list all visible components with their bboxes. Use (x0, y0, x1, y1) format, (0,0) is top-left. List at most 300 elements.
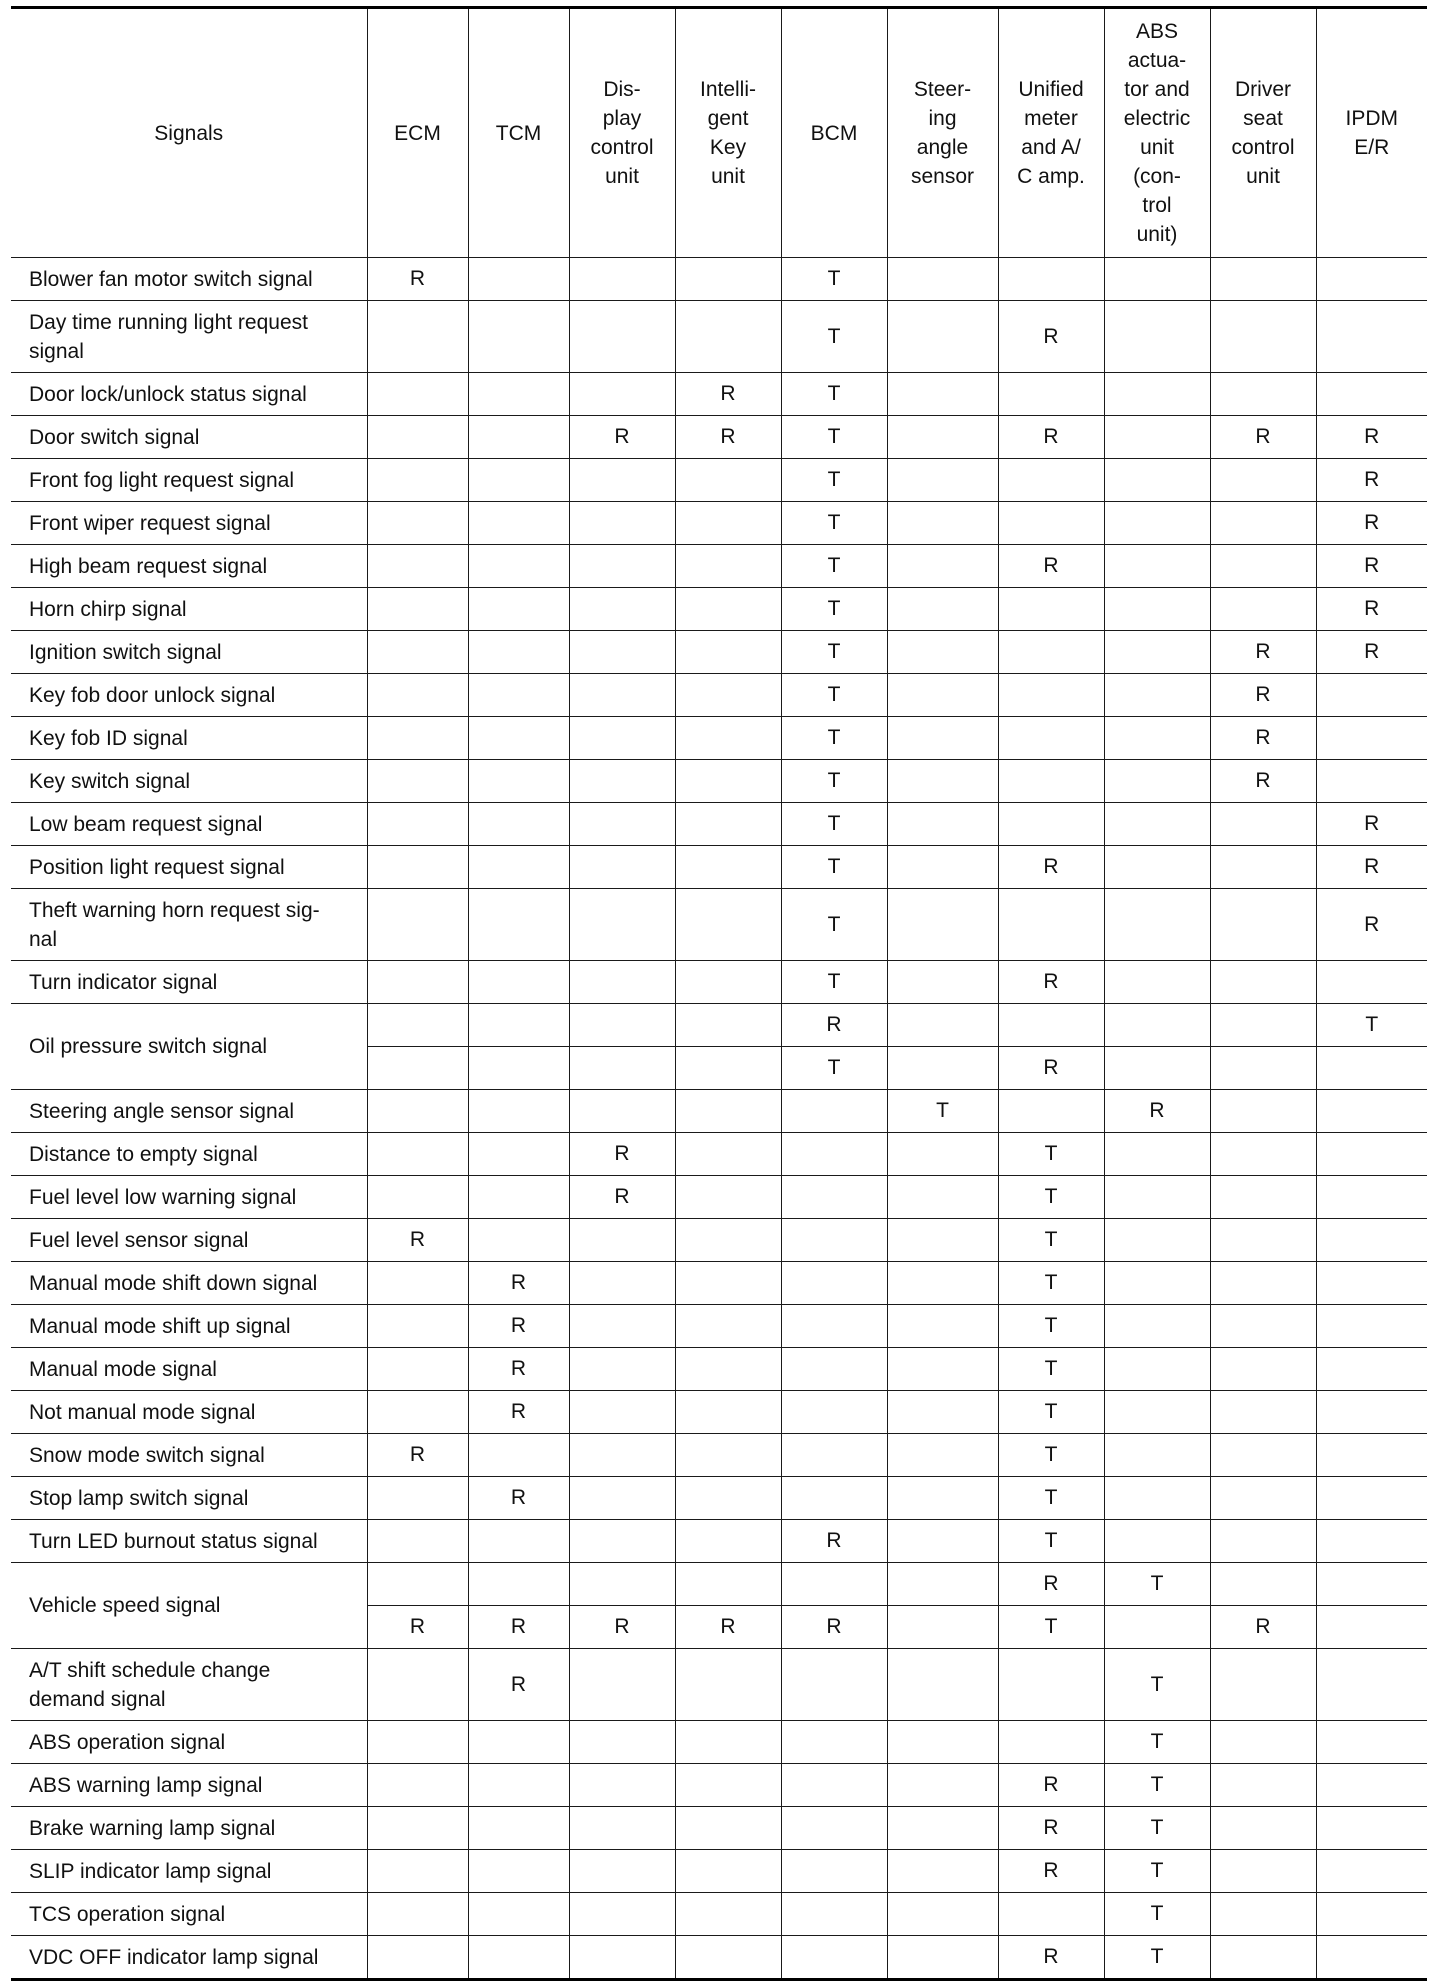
signal-value-cell (367, 459, 468, 502)
signal-value-cell: R (1316, 588, 1427, 631)
signal-value-cell (998, 373, 1104, 416)
signal-value-cell (1316, 1807, 1427, 1850)
signal-value-cell (1316, 1649, 1427, 1721)
header-row (11, 8, 1427, 258)
signal-value-cell (468, 961, 569, 1004)
signal-value-cell (1210, 961, 1316, 1004)
signal-value-cell (569, 301, 675, 373)
column-header (998, 8, 1104, 258)
signal-value-cell: R (468, 1348, 569, 1391)
table-row (11, 889, 1427, 961)
signal-value-cell (675, 1721, 781, 1764)
signal-name: Turn LED burnout status signal (29, 1529, 318, 1553)
signal-value-cell (468, 1004, 569, 1047)
signal-value-cell (998, 674, 1104, 717)
signal-value-cell (887, 846, 998, 889)
signal-name-cell (11, 1305, 367, 1348)
signal-value-cell (1210, 1090, 1316, 1133)
signal-value-cell (781, 1477, 887, 1520)
table-row (11, 846, 1427, 889)
signal-name-cell (11, 760, 367, 803)
signal-value-cell: R (1316, 545, 1427, 588)
signal-value-cell (367, 1563, 468, 1606)
signal-value-cell (675, 1764, 781, 1807)
signal-value-cell (675, 459, 781, 502)
signal-value-cell: R (998, 1764, 1104, 1807)
table-row (11, 459, 1427, 502)
signal-name-cell (11, 1176, 367, 1219)
column-header-label: Dis- play control unit (590, 78, 654, 188)
signal-value-cell (887, 588, 998, 631)
signal-value-cell (1316, 258, 1427, 301)
signal-name-cell (11, 258, 367, 301)
signal-value-cell (1104, 1520, 1210, 1563)
signal-name-cell (11, 1133, 367, 1176)
signal-value-cell: T (1104, 1893, 1210, 1936)
signal-value-cell (887, 1262, 998, 1305)
signal-name: Brake warning lamp signal (29, 1816, 276, 1840)
signal-value-cell (569, 1936, 675, 1980)
signal-value-cell: R (1210, 717, 1316, 760)
signal-value-cell (367, 1004, 468, 1047)
signal-value-cell (675, 1219, 781, 1262)
signal-name: Oil pressure switch signal (29, 1035, 268, 1058)
signal-value-cell (887, 961, 998, 1004)
signal-name-cell (11, 1563, 367, 1649)
signal-value-cell (569, 1563, 675, 1606)
signal-value-cell (569, 1434, 675, 1477)
signal-value-cell (468, 717, 569, 760)
signal-value-cell: R (1210, 631, 1316, 674)
signal-value-cell (367, 1090, 468, 1133)
table-body (11, 258, 1427, 1980)
signal-value-cell (468, 1090, 569, 1133)
table-row (11, 1936, 1427, 1980)
signal-value-cell (1316, 1477, 1427, 1520)
signal-value-cell (781, 1850, 887, 1893)
signal-value-cell (569, 1649, 675, 1721)
signal-name-cell (11, 674, 367, 717)
signal-value-cell (675, 889, 781, 961)
signal-value-cell: R (367, 1434, 468, 1477)
signal-value-cell (1210, 301, 1316, 373)
column-header (781, 8, 887, 258)
signal-value-cell (468, 1563, 569, 1606)
signal-value-cell: R (468, 1477, 569, 1520)
signal-value-cell (998, 588, 1104, 631)
signal-name: Day time running light request signal (29, 310, 308, 363)
signal-value-cell (998, 1004, 1104, 1047)
signal-value-cell (675, 1305, 781, 1348)
signal-name-cell (11, 1850, 367, 1893)
signal-value-cell (1316, 1133, 1427, 1176)
signal-value-cell (1210, 459, 1316, 502)
signal-value-cell: T (781, 258, 887, 301)
signal-name-cell (11, 1520, 367, 1563)
column-header (468, 8, 569, 258)
signal-name-cell (11, 1893, 367, 1936)
signal-value-cell (1210, 1477, 1316, 1520)
signal-name: Front wiper request signal (29, 511, 271, 535)
signal-value-cell (887, 760, 998, 803)
signal-value-cell (1104, 1004, 1210, 1047)
table-row (11, 1563, 1427, 1606)
signal-value-cell (1210, 373, 1316, 416)
signal-value-cell (468, 1893, 569, 1936)
signal-value-cell (569, 588, 675, 631)
signal-value-cell (1316, 760, 1427, 803)
signal-value-cell: T (998, 1219, 1104, 1262)
signal-value-cell (468, 1520, 569, 1563)
signal-value-cell (1104, 961, 1210, 1004)
signal-value-cell (1316, 1219, 1427, 1262)
signal-name: Theft warning horn request sig- nal (29, 898, 320, 951)
signal-value-cell (781, 1649, 887, 1721)
signal-value-cell (468, 1850, 569, 1893)
signal-value-cell (367, 1047, 468, 1090)
column-header-label: ECM (394, 121, 441, 145)
signal-value-cell: R (1316, 846, 1427, 889)
signal-value-cell (1104, 545, 1210, 588)
signal-name: Manual mode shift down signal (29, 1271, 318, 1295)
table-row (11, 373, 1427, 416)
signal-value-cell (781, 1434, 887, 1477)
signal-value-cell (468, 803, 569, 846)
signal-value-cell (1316, 717, 1427, 760)
signal-value-cell: T (998, 1606, 1104, 1649)
signal-value-cell (1316, 1563, 1427, 1606)
signal-value-cell (1210, 258, 1316, 301)
signal-value-cell (1316, 1893, 1427, 1936)
signal-value-cell (367, 1133, 468, 1176)
signal-value-cell: T (998, 1520, 1104, 1563)
column-header-label: TCM (495, 121, 542, 145)
signal-value-cell (1316, 1936, 1427, 1980)
table-row (11, 1305, 1427, 1348)
signal-value-cell (569, 373, 675, 416)
signal-value-cell (887, 803, 998, 846)
signal-name-cell (11, 961, 367, 1004)
signal-value-cell: T (781, 846, 887, 889)
signal-value-cell: T (1104, 1807, 1210, 1850)
signal-name-cell (11, 717, 367, 760)
signal-value-cell (1104, 459, 1210, 502)
signal-value-cell: R (569, 1606, 675, 1649)
signal-value-cell (887, 1434, 998, 1477)
signal-value-cell (998, 631, 1104, 674)
signal-value-cell (569, 846, 675, 889)
signal-value-cell (1210, 1004, 1316, 1047)
signal-value-cell (781, 1764, 887, 1807)
signal-value-cell (367, 416, 468, 459)
signal-value-cell (675, 588, 781, 631)
table-row (11, 1176, 1427, 1219)
table-row (11, 1649, 1427, 1721)
signal-value-cell (367, 373, 468, 416)
signal-name: Ignition switch signal (29, 640, 222, 664)
signal-value-cell (781, 1305, 887, 1348)
signal-value-cell (1210, 1133, 1316, 1176)
signal-value-cell: T (781, 674, 887, 717)
signal-value-cell (675, 674, 781, 717)
signal-value-cell (1104, 1348, 1210, 1391)
signal-value-cell (1104, 1262, 1210, 1305)
signal-value-cell (569, 717, 675, 760)
signal-value-cell (569, 258, 675, 301)
signal-value-cell (569, 1305, 675, 1348)
signal-value-cell (569, 631, 675, 674)
signal-value-cell (675, 1520, 781, 1563)
signal-value-cell (675, 1348, 781, 1391)
signal-value-cell (887, 631, 998, 674)
signal-value-cell (468, 760, 569, 803)
signal-value-cell (887, 1219, 998, 1262)
signal-value-cell (781, 1348, 887, 1391)
signal-value-cell (675, 545, 781, 588)
signal-value-cell (569, 889, 675, 961)
column-header (569, 8, 675, 258)
signal-value-cell: T (1104, 1850, 1210, 1893)
signal-name: Steering angle sensor signal (29, 1099, 295, 1123)
signal-value-cell (1210, 1850, 1316, 1893)
signal-value-cell (887, 459, 998, 502)
table-row (11, 1090, 1427, 1133)
signal-value-cell (675, 1807, 781, 1850)
signal-value-cell: T (781, 889, 887, 961)
signal-value-cell: T (781, 760, 887, 803)
signal-value-cell: R (1316, 889, 1427, 961)
signal-value-cell (569, 1893, 675, 1936)
signal-value-cell (1316, 961, 1427, 1004)
signal-value-cell (468, 1176, 569, 1219)
signal-value-cell (1104, 717, 1210, 760)
signal-value-cell (887, 1850, 998, 1893)
signal-value-cell: R (998, 846, 1104, 889)
signal-value-cell (998, 1090, 1104, 1133)
column-header (675, 8, 781, 258)
signal-value-cell: R (781, 1520, 887, 1563)
signal-value-cell (781, 1391, 887, 1434)
signal-value-cell (1316, 1262, 1427, 1305)
signal-value-cell (781, 1219, 887, 1262)
signal-value-cell (367, 1477, 468, 1520)
signal-name-cell (11, 459, 367, 502)
signal-name: TCS operation signal (29, 1902, 226, 1926)
signal-value-cell (887, 1133, 998, 1176)
signal-value-cell (887, 1348, 998, 1391)
signal-value-cell (1210, 1563, 1316, 1606)
signal-value-cell (781, 1176, 887, 1219)
signal-value-cell (1104, 1047, 1210, 1090)
signal-value-cell (1316, 674, 1427, 717)
table-row (11, 803, 1427, 846)
signal-value-cell: T (887, 1090, 998, 1133)
signal-value-cell (675, 760, 781, 803)
signal-value-cell (675, 1477, 781, 1520)
signal-value-cell (367, 674, 468, 717)
signal-value-cell: R (675, 1606, 781, 1649)
signal-value-cell: T (998, 1348, 1104, 1391)
signal-value-cell (1104, 416, 1210, 459)
signal-value-cell (887, 1520, 998, 1563)
signal-value-cell (1210, 1047, 1316, 1090)
column-header (11, 8, 367, 258)
signal-value-cell: R (367, 1219, 468, 1262)
signal-value-cell (1210, 1176, 1316, 1219)
signal-value-cell (569, 1850, 675, 1893)
signal-name: A/T shift schedule change demand signal (29, 1658, 271, 1711)
signal-name-cell (11, 846, 367, 889)
signal-value-cell (1104, 588, 1210, 631)
signal-name-cell (11, 502, 367, 545)
signal-value-cell (468, 1807, 569, 1850)
signal-value-cell (887, 1305, 998, 1348)
signal-name-cell (11, 1348, 367, 1391)
signal-value-cell (1316, 1606, 1427, 1649)
table-row (11, 1850, 1427, 1893)
signal-value-cell (887, 258, 998, 301)
signal-name: Blower fan motor switch signal (29, 267, 313, 291)
table-row (11, 1348, 1427, 1391)
signal-value-cell (998, 1721, 1104, 1764)
signal-name-cell (11, 1004, 367, 1090)
signal-name-cell (11, 588, 367, 631)
signal-value-cell (468, 1936, 569, 1980)
signal-value-cell (569, 1477, 675, 1520)
signal-value-cell (367, 1850, 468, 1893)
signal-value-cell: R (468, 1391, 569, 1434)
signal-value-cell (367, 889, 468, 961)
signal-value-cell: T (781, 1047, 887, 1090)
table-row (11, 1477, 1427, 1520)
column-header-label: ABS actua- tor and electric unit (con- trol unit) (1123, 20, 1191, 246)
column-header (887, 8, 998, 258)
signal-value-cell: T (1104, 1764, 1210, 1807)
signal-value-cell (887, 1893, 998, 1936)
column-header (1210, 8, 1316, 258)
table-row (11, 545, 1427, 588)
signal-value-cell: R (998, 1850, 1104, 1893)
signal-value-cell (1316, 1391, 1427, 1434)
signal-value-cell (367, 1262, 468, 1305)
signal-value-cell (887, 1649, 998, 1721)
signal-value-cell (468, 1434, 569, 1477)
signal-value-cell: T (998, 1133, 1104, 1176)
signal-value-cell (1210, 803, 1316, 846)
signal-value-cell (675, 1563, 781, 1606)
signal-value-cell (367, 961, 468, 1004)
signal-value-cell (367, 631, 468, 674)
signal-value-cell (1210, 1305, 1316, 1348)
signal-value-cell (675, 1004, 781, 1047)
signal-value-cell (367, 803, 468, 846)
signal-value-cell (468, 889, 569, 961)
signal-value-cell (1104, 1477, 1210, 1520)
column-header-label: Intelli- gent Key unit (699, 78, 757, 188)
signal-name-cell (11, 1764, 367, 1807)
signal-name-cell (11, 1219, 367, 1262)
signal-value-cell (367, 760, 468, 803)
signal-value-cell (1316, 1090, 1427, 1133)
signal-value-cell (675, 1649, 781, 1721)
signal-value-cell (887, 1477, 998, 1520)
signal-value-cell (1210, 1649, 1316, 1721)
signal-value-cell (1316, 1434, 1427, 1477)
signal-value-cell (887, 545, 998, 588)
signal-name: Fuel level low warning signal (29, 1185, 297, 1209)
signal-name: Door switch signal (29, 425, 200, 449)
signal-value-cell (1210, 1434, 1316, 1477)
signal-value-cell (1104, 502, 1210, 545)
signal-value-cell: T (781, 416, 887, 459)
signal-value-cell (675, 1090, 781, 1133)
table-row (11, 1133, 1427, 1176)
column-header-label: IPDM E/R (1345, 107, 1398, 159)
signal-value-cell (998, 760, 1104, 803)
signal-value-cell: T (1316, 1004, 1427, 1047)
signal-value-cell (367, 1649, 468, 1721)
signal-name-cell (11, 1262, 367, 1305)
table-row (11, 1391, 1427, 1434)
signal-value-cell (367, 1176, 468, 1219)
signal-value-cell (468, 301, 569, 373)
signal-name-cell (11, 1090, 367, 1133)
table-row (11, 416, 1427, 459)
signal-value-cell (1104, 1176, 1210, 1219)
column-header (1316, 8, 1427, 258)
signal-value-cell (781, 1893, 887, 1936)
signal-name: Distance to empty signal (29, 1142, 258, 1166)
signal-value-cell (781, 1807, 887, 1850)
signal-value-cell (367, 1305, 468, 1348)
signal-value-cell (998, 459, 1104, 502)
signal-value-cell: R (569, 1176, 675, 1219)
signal-value-cell (998, 502, 1104, 545)
signal-value-cell (569, 760, 675, 803)
signal-value-cell (1210, 1893, 1316, 1936)
signal-value-cell (1104, 1434, 1210, 1477)
signal-name: Position light request signal (29, 855, 285, 879)
signal-value-cell (569, 803, 675, 846)
table-row (11, 1219, 1427, 1262)
signal-name: Manual mode signal (29, 1357, 217, 1381)
signal-value-cell (781, 1721, 887, 1764)
signal-value-cell (468, 258, 569, 301)
signal-value-cell (998, 889, 1104, 961)
signal-value-cell (468, 1219, 569, 1262)
signal-value-cell (675, 1047, 781, 1090)
signal-value-cell (367, 301, 468, 373)
signal-value-cell: T (1104, 1936, 1210, 1980)
signal-value-cell: R (468, 1262, 569, 1305)
signal-value-cell (569, 1348, 675, 1391)
signal-value-cell (367, 502, 468, 545)
signal-value-cell: T (781, 301, 887, 373)
signal-value-cell (468, 1721, 569, 1764)
signal-name-cell (11, 889, 367, 961)
signal-value-cell: R (998, 1807, 1104, 1850)
signal-name: Manual mode shift up signal (29, 1314, 291, 1338)
signal-name: Key switch signal (29, 769, 191, 793)
signal-name: SLIP indicator lamp signal (29, 1859, 272, 1883)
signal-value-cell (1104, 301, 1210, 373)
signal-value-cell (468, 545, 569, 588)
signal-value-cell (1104, 631, 1210, 674)
signal-value-cell: R (1210, 1606, 1316, 1649)
signal-value-cell (887, 1721, 998, 1764)
signal-value-cell (675, 961, 781, 1004)
signal-value-cell: R (1316, 459, 1427, 502)
